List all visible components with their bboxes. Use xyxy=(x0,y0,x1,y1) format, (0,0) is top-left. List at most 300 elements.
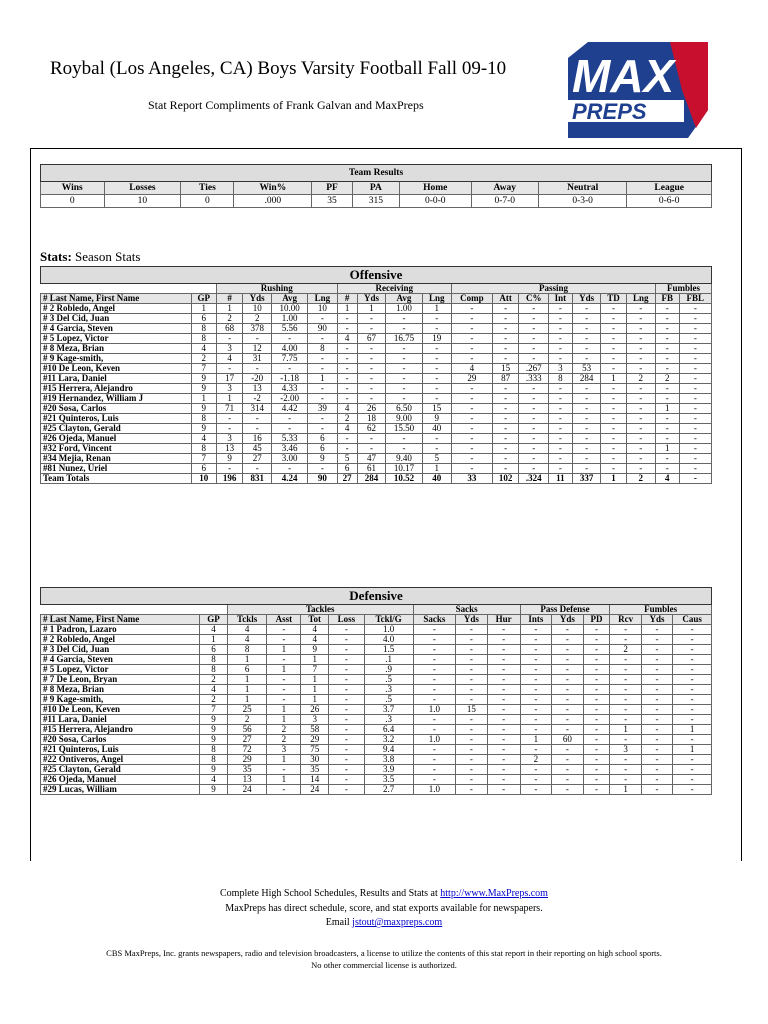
totals-cell: 27 xyxy=(337,474,357,484)
stat-cell: 1 xyxy=(308,374,337,384)
stat-cell: 3 xyxy=(216,384,243,394)
stat-cell: 27 xyxy=(227,735,267,745)
stat-cell: 8 xyxy=(200,745,228,755)
totals-cell: 4.24 xyxy=(272,474,308,484)
stat-cell: 29 xyxy=(451,374,492,384)
stat-cell: - xyxy=(572,314,601,324)
stat-cell: 1 xyxy=(267,665,301,675)
stat-cell: - xyxy=(451,384,492,394)
stat-cell: - xyxy=(626,464,655,474)
stat-cell: 3 xyxy=(216,344,243,354)
email-link[interactable]: jstout@maxpreps.com xyxy=(352,917,443,928)
stat-cell: - xyxy=(572,324,601,334)
stat-cell: - xyxy=(456,775,487,785)
stat-cell: - xyxy=(487,775,520,785)
stat-cell: - xyxy=(552,785,583,795)
stat-cell: 1 xyxy=(422,304,451,314)
stat-cell: - xyxy=(552,665,583,675)
stat-cell: 3 xyxy=(267,745,301,755)
stat-cell: 1 xyxy=(655,444,679,454)
offensive-column-header: TD xyxy=(601,294,626,304)
stat-cell: - xyxy=(272,334,308,344)
license-line-2: No other commercial license is authorized. xyxy=(311,960,457,970)
stat-cell: - xyxy=(519,354,549,364)
stat-cell: - xyxy=(337,324,357,334)
stat-cell: 1 xyxy=(301,655,329,665)
stat-cell: - xyxy=(519,324,549,334)
table-row xyxy=(41,775,712,785)
stat-cell: 1 xyxy=(267,775,301,785)
stat-cell: 1 xyxy=(301,675,329,685)
stat-cell: - xyxy=(492,444,519,454)
stat-cell: - xyxy=(329,705,364,715)
stat-cell: 26 xyxy=(357,404,386,414)
offensive-column-header: Lng xyxy=(422,294,451,304)
stat-cell: - xyxy=(492,424,519,434)
stat-cell: - xyxy=(572,434,601,444)
player-name: #10 De Leon, Keven xyxy=(41,364,192,374)
stat-cell: - xyxy=(641,755,672,765)
stat-cell: 8 xyxy=(227,645,267,655)
stat-cell: - xyxy=(386,364,422,374)
stat-cell: 2 xyxy=(520,755,551,765)
stat-cell: 1.0 xyxy=(413,735,456,745)
stat-cell: - xyxy=(413,775,456,785)
stat-cell: 4.00 xyxy=(272,344,308,354)
totals-cell: 33 xyxy=(451,474,492,484)
stat-cell: 4 xyxy=(337,334,357,344)
stat-cell: - xyxy=(679,364,711,374)
stat-cell: - xyxy=(456,715,487,725)
stat-cell: - xyxy=(329,655,364,665)
stat-cell: - xyxy=(549,454,573,464)
table-row xyxy=(41,785,712,795)
stat-cell: - xyxy=(492,454,519,464)
stat-cell: 15 xyxy=(492,364,519,374)
stat-cell: 2 xyxy=(610,645,641,655)
stat-cell: 3.8 xyxy=(364,755,413,765)
logo-text-max: MAX xyxy=(572,50,675,102)
stat-cell: - xyxy=(520,705,551,715)
team-results-table xyxy=(40,164,712,208)
defensive-column-header: Ints xyxy=(520,615,551,625)
stat-cell: - xyxy=(422,434,451,444)
stat-cell: - xyxy=(520,675,551,685)
stat-cell: - xyxy=(337,444,357,454)
license-line-1: CBS MaxPreps, Inc. grants newspapers, radio and television broadcasters, a license to utilize the contents of this stat report in their reporting on high school sports. xyxy=(106,948,662,958)
footer-line-3: Email jstout@maxpreps.com xyxy=(325,917,443,928)
stat-cell: - xyxy=(422,354,451,364)
stat-cell: - xyxy=(451,404,492,414)
maxpreps-link[interactable]: http://www.MaxPreps.com xyxy=(440,888,548,899)
footer-line-2: MaxPreps has direct schedule, score, and stat exports available for newspapers. xyxy=(225,903,543,914)
stat-cell: - xyxy=(329,775,364,785)
stat-cell: - xyxy=(451,314,492,324)
stat-cell: - xyxy=(601,384,626,394)
stat-cell: - xyxy=(626,364,655,374)
pass-defense-group: Pass Defense xyxy=(520,605,610,615)
stat-cell: - xyxy=(487,645,520,655)
stat-cell: 378 xyxy=(243,324,272,334)
stat-cell: 1 xyxy=(216,304,243,314)
player-name: #20 Sosa, Carlos xyxy=(41,735,200,745)
offensive-column-header: Avg xyxy=(386,294,422,304)
stat-cell: 9 xyxy=(191,424,216,434)
stat-cell: - xyxy=(308,354,337,364)
stat-cell: - xyxy=(357,324,386,334)
stat-cell: - xyxy=(456,665,487,675)
offensive-column-header: # xyxy=(216,294,243,304)
stat-cell: - xyxy=(583,655,610,665)
stat-cell: - xyxy=(549,434,573,444)
offensive-column-header: Avg xyxy=(272,294,308,304)
stat-cell: - xyxy=(549,414,573,424)
table-row xyxy=(41,705,712,715)
stat-cell: 39 xyxy=(308,404,337,414)
player-name: #26 Ojeda, Manuel xyxy=(41,434,192,444)
stat-cell: - xyxy=(337,384,357,394)
stat-cell: - xyxy=(679,384,711,394)
stat-cell: - xyxy=(601,304,626,314)
stat-cell: - xyxy=(243,464,272,474)
stat-cell: - xyxy=(386,444,422,454)
stat-cell: 3.46 xyxy=(272,444,308,454)
stat-cell: - xyxy=(655,454,679,464)
stat-cell: - xyxy=(492,324,519,334)
stat-cell: - xyxy=(520,725,551,735)
stat-cell: 9 xyxy=(422,414,451,424)
totals-cell: 90 xyxy=(308,474,337,484)
stat-cell: - xyxy=(487,625,520,635)
stat-cell: - xyxy=(243,424,272,434)
stat-cell: - xyxy=(549,464,573,474)
stat-cell: - xyxy=(572,304,601,314)
stat-cell: 4.33 xyxy=(272,384,308,394)
stat-cell: - xyxy=(572,424,601,434)
stat-cell: - xyxy=(451,324,492,334)
stat-cell: - xyxy=(583,645,610,655)
stat-cell: - xyxy=(413,635,456,645)
stat-cell: 9 xyxy=(200,725,228,735)
table-row xyxy=(41,324,712,334)
team-results-header: Wins xyxy=(41,182,105,195)
stat-cell: 7 xyxy=(191,364,216,374)
stat-cell: 5 xyxy=(422,454,451,464)
team-results-value: 0-0-0 xyxy=(399,195,471,208)
stat-cell: 1 xyxy=(337,304,357,314)
stat-cell: - xyxy=(243,414,272,424)
player-name: # 9 Kage-smith, xyxy=(41,695,200,705)
stat-cell: - xyxy=(308,384,337,394)
stat-cell: 8 xyxy=(191,414,216,424)
stat-cell: - xyxy=(451,464,492,474)
team-results-value: 10 xyxy=(104,195,181,208)
stat-cell: - xyxy=(413,745,456,755)
stat-cell: - xyxy=(572,454,601,464)
stat-cell: 4 xyxy=(200,775,228,785)
passing-group: Passing xyxy=(451,284,655,294)
stat-cell: 3.9 xyxy=(364,765,413,775)
stat-cell: - xyxy=(519,454,549,464)
stat-cell: 7.75 xyxy=(272,354,308,364)
stat-cell: - xyxy=(552,725,583,735)
stat-cell: - xyxy=(267,655,301,665)
stat-cell: - xyxy=(572,394,601,404)
stat-cell: - xyxy=(487,635,520,645)
stat-cell: 3.00 xyxy=(272,454,308,464)
table-row xyxy=(41,394,712,404)
stat-cell: - xyxy=(601,414,626,424)
player-name: # 2 Robledo, Angel xyxy=(41,304,192,314)
stat-cell: 4 xyxy=(337,404,357,414)
stat-cell: 24 xyxy=(227,785,267,795)
stat-cell: 6.50 xyxy=(386,404,422,414)
player-name: #25 Clayton, Gerald xyxy=(41,424,192,434)
stat-cell: - xyxy=(601,334,626,344)
stat-cell: 3.7 xyxy=(364,705,413,715)
stat-cell: - xyxy=(549,304,573,314)
stat-cell: - xyxy=(520,665,551,675)
stat-cell: 75 xyxy=(301,745,329,755)
stat-cell: - xyxy=(549,334,573,344)
stat-cell: 53 xyxy=(572,364,601,374)
stat-cell: - xyxy=(267,625,301,635)
stat-cell: 45 xyxy=(243,444,272,454)
stat-cell: - xyxy=(641,625,672,635)
stat-cell: - xyxy=(583,755,610,765)
stat-cell: - xyxy=(601,344,626,354)
stat-cell: .3 xyxy=(364,715,413,725)
stat-cell: - xyxy=(552,655,583,665)
stat-cell: - xyxy=(601,404,626,414)
stat-cell: - xyxy=(583,695,610,705)
stat-cell: - xyxy=(357,384,386,394)
defensive-column-header: Rcv xyxy=(610,615,641,625)
stat-cell: - xyxy=(641,745,672,755)
player-name: # 5 Lopez, Victor xyxy=(41,334,192,344)
totals-cell: 11 xyxy=(549,474,573,484)
stat-cell: - xyxy=(601,434,626,444)
stat-cell: 1 xyxy=(673,745,712,755)
stat-cell: - xyxy=(422,364,451,374)
stat-cell: - xyxy=(583,725,610,735)
stat-cell: - xyxy=(386,354,422,364)
defensive-column-header: Tckls xyxy=(227,615,267,625)
table-row xyxy=(41,755,712,765)
team-results-header: Home xyxy=(399,182,471,195)
stat-cell: - xyxy=(641,675,672,685)
stat-cell: .267 xyxy=(519,364,549,374)
team-results-header: Away xyxy=(471,182,538,195)
team-results-value: 0 xyxy=(181,195,234,208)
table-row xyxy=(41,625,712,635)
stat-cell: - xyxy=(519,314,549,324)
table-row xyxy=(41,675,712,685)
stat-cell: - xyxy=(456,625,487,635)
stat-cell: - xyxy=(487,705,520,715)
stat-cell: 9 xyxy=(191,404,216,414)
player-name: # 8 Meza, Brian xyxy=(41,685,200,695)
stat-cell: - xyxy=(456,745,487,755)
def-fumbles-group: Fumbles xyxy=(610,605,712,615)
stat-cell: - xyxy=(520,775,551,785)
table-row xyxy=(41,404,712,414)
stat-cell: - xyxy=(451,454,492,464)
stat-cell: .5 xyxy=(364,675,413,685)
stat-cell: 2 xyxy=(337,414,357,424)
stat-cell: 4 xyxy=(227,635,267,645)
stat-cell: - xyxy=(216,364,243,374)
stat-cell: 19 xyxy=(422,334,451,344)
stat-cell: - xyxy=(519,424,549,434)
stat-cell: 8 xyxy=(308,344,337,354)
stat-cell: - xyxy=(451,304,492,314)
player-name: #20 Sosa, Carlos xyxy=(41,404,192,414)
stat-cell: - xyxy=(456,655,487,665)
stat-cell: - xyxy=(641,635,672,645)
stat-cell: - xyxy=(641,715,672,725)
stat-cell: - xyxy=(655,354,679,364)
stat-cell: 35 xyxy=(301,765,329,775)
stat-cell: - xyxy=(520,625,551,635)
stat-cell: 284 xyxy=(572,374,601,384)
table-row xyxy=(41,765,712,775)
stat-cell: 6 xyxy=(200,645,228,655)
stat-cell: - xyxy=(519,414,549,424)
stat-cell: - xyxy=(626,434,655,444)
stat-cell: - xyxy=(456,695,487,705)
stat-cell: - xyxy=(520,695,551,705)
stat-cell: 4.0 xyxy=(364,635,413,645)
stat-cell: - xyxy=(641,685,672,695)
stat-cell: - xyxy=(610,665,641,675)
stat-cell: - xyxy=(243,334,272,344)
stat-cell: - xyxy=(549,424,573,434)
stat-cell: - xyxy=(626,384,655,394)
stat-cell: .1 xyxy=(364,655,413,665)
stat-cell: - xyxy=(519,334,549,344)
stat-cell: - xyxy=(267,785,301,795)
stat-cell: - xyxy=(487,665,520,675)
stat-cell: - xyxy=(572,344,601,354)
stat-cell: - xyxy=(267,635,301,645)
stat-cell: - xyxy=(520,765,551,775)
stat-cell: 31 xyxy=(243,354,272,364)
stat-cell: - xyxy=(572,354,601,364)
player-name: # 3 Del Cid, Juan xyxy=(41,645,200,655)
stat-cell: - xyxy=(572,464,601,474)
stat-cell: - xyxy=(413,675,456,685)
player-name: # 5 Lopez, Victor xyxy=(41,665,200,675)
totals-cell: 4 xyxy=(655,474,679,484)
stat-cell: 1 xyxy=(610,725,641,735)
stat-cell: 1 xyxy=(200,635,228,645)
table-row xyxy=(41,685,712,695)
stat-cell: .333 xyxy=(519,374,549,384)
stat-cell: - xyxy=(216,464,243,474)
stat-cell: 9 xyxy=(301,645,329,655)
totals-cell: 1 xyxy=(601,474,626,484)
stat-cell: - xyxy=(641,665,672,675)
totals-label: Team Totals xyxy=(41,474,192,484)
defensive-column-header: Hur xyxy=(487,615,520,625)
stat-cell: - xyxy=(386,314,422,324)
stat-cell: - xyxy=(673,655,712,665)
totals-cell: 2 xyxy=(626,474,655,484)
stat-cell: - xyxy=(673,625,712,635)
stat-cell: - xyxy=(487,695,520,705)
stat-cell: - xyxy=(641,645,672,655)
stat-cell: - xyxy=(413,685,456,695)
offensive-column-header: FB xyxy=(655,294,679,304)
stat-cell: 9 xyxy=(200,735,228,745)
table-row xyxy=(41,735,712,745)
stat-cell: 1 xyxy=(227,685,267,695)
team-results-header: PA xyxy=(352,182,399,195)
offensive-title: Offensive xyxy=(41,267,712,284)
stat-cell: - xyxy=(679,324,711,334)
stat-cell: - xyxy=(329,765,364,775)
stat-cell: - xyxy=(329,685,364,695)
stat-cell: - xyxy=(583,665,610,675)
stat-cell: - xyxy=(626,344,655,354)
stat-cell: - xyxy=(422,444,451,454)
stat-cell: - xyxy=(487,725,520,735)
stats-label: Stats: Season Stats xyxy=(40,249,141,264)
team-results-value: 35 xyxy=(312,195,353,208)
stat-cell: - xyxy=(655,334,679,344)
player-name: #19 Hernandez, William J xyxy=(41,394,192,404)
offensive-column-header: Lng xyxy=(308,294,337,304)
stat-cell: - xyxy=(308,464,337,474)
stat-cell: 87 xyxy=(492,374,519,384)
table-row xyxy=(41,454,712,464)
stat-cell: 6 xyxy=(337,464,357,474)
stat-cell: 2 xyxy=(200,695,228,705)
stat-cell: - xyxy=(673,635,712,645)
stat-cell: - xyxy=(487,785,520,795)
stat-cell: 24 xyxy=(301,785,329,795)
stat-cell: - xyxy=(549,404,573,414)
stat-cell: - xyxy=(610,635,641,645)
stat-cell: - xyxy=(337,344,357,354)
stat-cell: - xyxy=(673,665,712,675)
stat-cell: - xyxy=(572,404,601,414)
stat-cell: - xyxy=(655,394,679,404)
stat-cell: - xyxy=(572,334,601,344)
stat-cell: - xyxy=(549,324,573,334)
stat-cell: 4 xyxy=(301,625,329,635)
stat-cell: 2 xyxy=(200,675,228,685)
stat-cell: - xyxy=(679,394,711,404)
stat-cell: - xyxy=(308,334,337,344)
stat-cell: 3 xyxy=(301,715,329,725)
stat-cell: - xyxy=(487,755,520,765)
stat-cell: 56 xyxy=(227,725,267,735)
stat-cell: 47 xyxy=(357,454,386,464)
player-name: # 3 Del Cid, Juan xyxy=(41,314,192,324)
stat-cell: - xyxy=(329,725,364,735)
team-results-value: 0-6-0 xyxy=(627,195,712,208)
stat-cell: 1 xyxy=(227,675,267,685)
defensive-column-header: Tckl/G xyxy=(364,615,413,625)
stat-cell: - xyxy=(626,424,655,434)
stat-cell: - xyxy=(679,404,711,414)
stat-cell: 4 xyxy=(200,625,228,635)
table-row xyxy=(41,715,712,725)
stat-cell: 2 xyxy=(227,715,267,725)
stat-cell: 3.5 xyxy=(364,775,413,785)
